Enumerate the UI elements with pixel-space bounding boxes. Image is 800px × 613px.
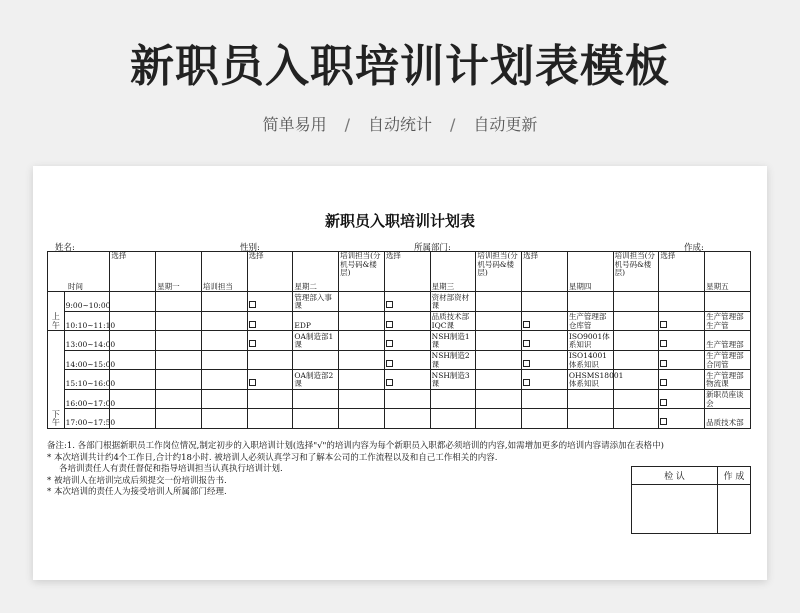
header-time: 时间	[48, 252, 110, 292]
table-row	[48, 331, 751, 351]
select-checkbox[interactable]	[386, 301, 393, 308]
tue-cell	[293, 389, 339, 409]
thu-cell	[567, 409, 613, 429]
wed-cell	[430, 409, 476, 429]
select-checkbox[interactable]	[660, 321, 667, 328]
tagline	[0, 112, 800, 135]
banner-title: 新职员入职培训计划表模板	[130, 41, 670, 92]
period-am: 上午	[48, 292, 65, 331]
table-row	[48, 389, 751, 409]
select-checkbox[interactable]	[523, 360, 530, 367]
wed-cell: NSH制造1课	[430, 331, 476, 351]
tagline-item-update: 自动更新	[473, 115, 538, 134]
tue-cell	[293, 409, 339, 429]
review-check-sign[interactable]	[632, 485, 718, 534]
select-checkbox[interactable]	[249, 301, 256, 308]
time-cell: 14:00~15:00	[64, 350, 110, 370]
header-mon: 星期一	[156, 252, 202, 292]
fri-cell: 品质技术部	[705, 409, 751, 429]
header-select: 选择	[247, 252, 293, 292]
fri-cell: 新职员座谈会	[705, 389, 751, 409]
note-line: * 被培训人在培训完成后须提交一份培训报告书.	[47, 475, 227, 486]
tagline-separator: /	[450, 115, 456, 134]
header-tue: 星期二	[293, 252, 339, 292]
training-table	[47, 251, 751, 429]
department-label: 所属部门:	[414, 243, 451, 253]
select-checkbox[interactable]	[523, 321, 530, 328]
tue-cell: OA制造部1课	[293, 331, 339, 351]
select-checkbox[interactable]	[660, 418, 667, 425]
fri-cell: 生产管理部合同管	[705, 350, 751, 370]
note-line: 备注:1. 各部门根据新职员工作岗位情况,制定初步的入职培训计划(选择"√"的培训内容为每个新职员入职都必须培训的内容,如需增加更多的培训内容请添加在表格中)	[47, 441, 664, 451]
select-checkbox[interactable]	[249, 379, 256, 386]
header-select: 选择	[522, 252, 568, 292]
header-select: 选择	[384, 252, 430, 292]
select-checkbox[interactable]	[386, 379, 393, 386]
tue-cell: OA制造部2课	[293, 370, 339, 390]
select-checkbox[interactable]	[523, 340, 530, 347]
review-made-label: 作 成	[718, 467, 751, 485]
thu-cell: 生产管理部仓库管	[567, 311, 613, 331]
wed-cell	[430, 389, 476, 409]
document-sheet	[33, 166, 767, 580]
select-checkbox[interactable]	[660, 399, 667, 406]
time-cell: 15:10~16:00	[64, 370, 110, 390]
header-trainer: 培训担当	[201, 252, 247, 292]
select-checkbox[interactable]	[249, 321, 256, 328]
select-checkbox[interactable]	[249, 340, 256, 347]
header-trainer-detail: 培训担当(分机号码&楼层)	[476, 252, 522, 292]
fri-cell: 生产管理部生产管	[705, 311, 751, 331]
tue-cell	[293, 350, 339, 370]
select-checkbox[interactable]	[660, 360, 667, 367]
note-line: * 本次培训的责任人为接受培训人所属部门经理.	[47, 487, 227, 497]
review-made-sign[interactable]	[718, 485, 751, 534]
note-line: * 本次培训共计约4个工作日,合计约18小时. 被培训人必须认真学习和了解本公司的工作流程以及和自己工作相关的内容.	[47, 452, 498, 463]
select-checkbox[interactable]	[386, 321, 393, 328]
tagline-separator: /	[344, 115, 350, 134]
select-checkbox[interactable]	[386, 340, 393, 347]
header-select: 选择	[110, 252, 156, 292]
thu-cell: OHSMS18001体系知识	[568, 370, 624, 388]
author-label: 作成:	[684, 243, 704, 253]
select-checkbox[interactable]	[660, 340, 667, 347]
header-select: 选择	[659, 252, 705, 292]
wed-cell: NSH制造2课	[430, 350, 476, 370]
name-label: 姓名:	[55, 243, 75, 253]
header-trainer-detail: 培训担当(分机号码&楼层)	[339, 252, 385, 292]
time-cell: 17:00~17:50	[64, 409, 110, 429]
table-row	[48, 409, 751, 429]
select-checkbox[interactable]	[660, 379, 667, 386]
note-line: 各培训责任人有责任督促和指导培训担当认真执行培训计划.	[59, 464, 283, 474]
header-wed: 星期三	[430, 252, 476, 292]
table-row	[48, 311, 751, 331]
fri-cell	[705, 292, 751, 312]
thu-cell	[567, 292, 613, 312]
fri-cell: 生产管理部物流课	[705, 370, 751, 390]
wed-cell: 资材部资材课	[430, 292, 476, 312]
time-cell: 13:00~14:00	[64, 331, 110, 351]
header-trainer-detail: 培训担当(分机号码&楼层)	[613, 252, 659, 292]
thu-cell: ISO9001体系知识	[567, 331, 613, 351]
table-row	[48, 350, 751, 370]
table-row	[48, 292, 751, 312]
table-header-row	[48, 252, 751, 292]
tue-cell: EDP	[293, 311, 339, 331]
fri-cell: 生产管理部	[705, 331, 751, 351]
time-cell: 9:00~10:00	[64, 292, 110, 312]
document-title: 新职员入职培训计划表	[324, 212, 475, 230]
select-checkbox[interactable]	[386, 360, 393, 367]
thu-cell	[567, 389, 613, 409]
wed-cell: 品质技术部IQC课	[430, 311, 476, 331]
select-checkbox[interactable]	[523, 379, 530, 386]
tagline-item-stats: 自动统计	[367, 115, 432, 134]
tue-cell: 管理部入事课	[293, 292, 339, 312]
review-box	[631, 466, 751, 534]
header-fri: 星期五	[705, 252, 751, 292]
review-check-label: 检 认	[632, 467, 718, 485]
period-pm: 下午	[48, 331, 65, 429]
tagline-item-easy: 简单易用	[262, 115, 327, 134]
thu-cell: ISO14001体系知识	[567, 350, 613, 370]
time-cell: 16:00~17:00	[64, 389, 110, 409]
header-thu: 星期四	[567, 252, 613, 292]
gender-label: 性别:	[240, 243, 260, 253]
wed-cell: NSH制造3课	[430, 370, 476, 390]
time-cell: 10:10~11:10	[64, 311, 110, 331]
table-row	[48, 370, 751, 390]
